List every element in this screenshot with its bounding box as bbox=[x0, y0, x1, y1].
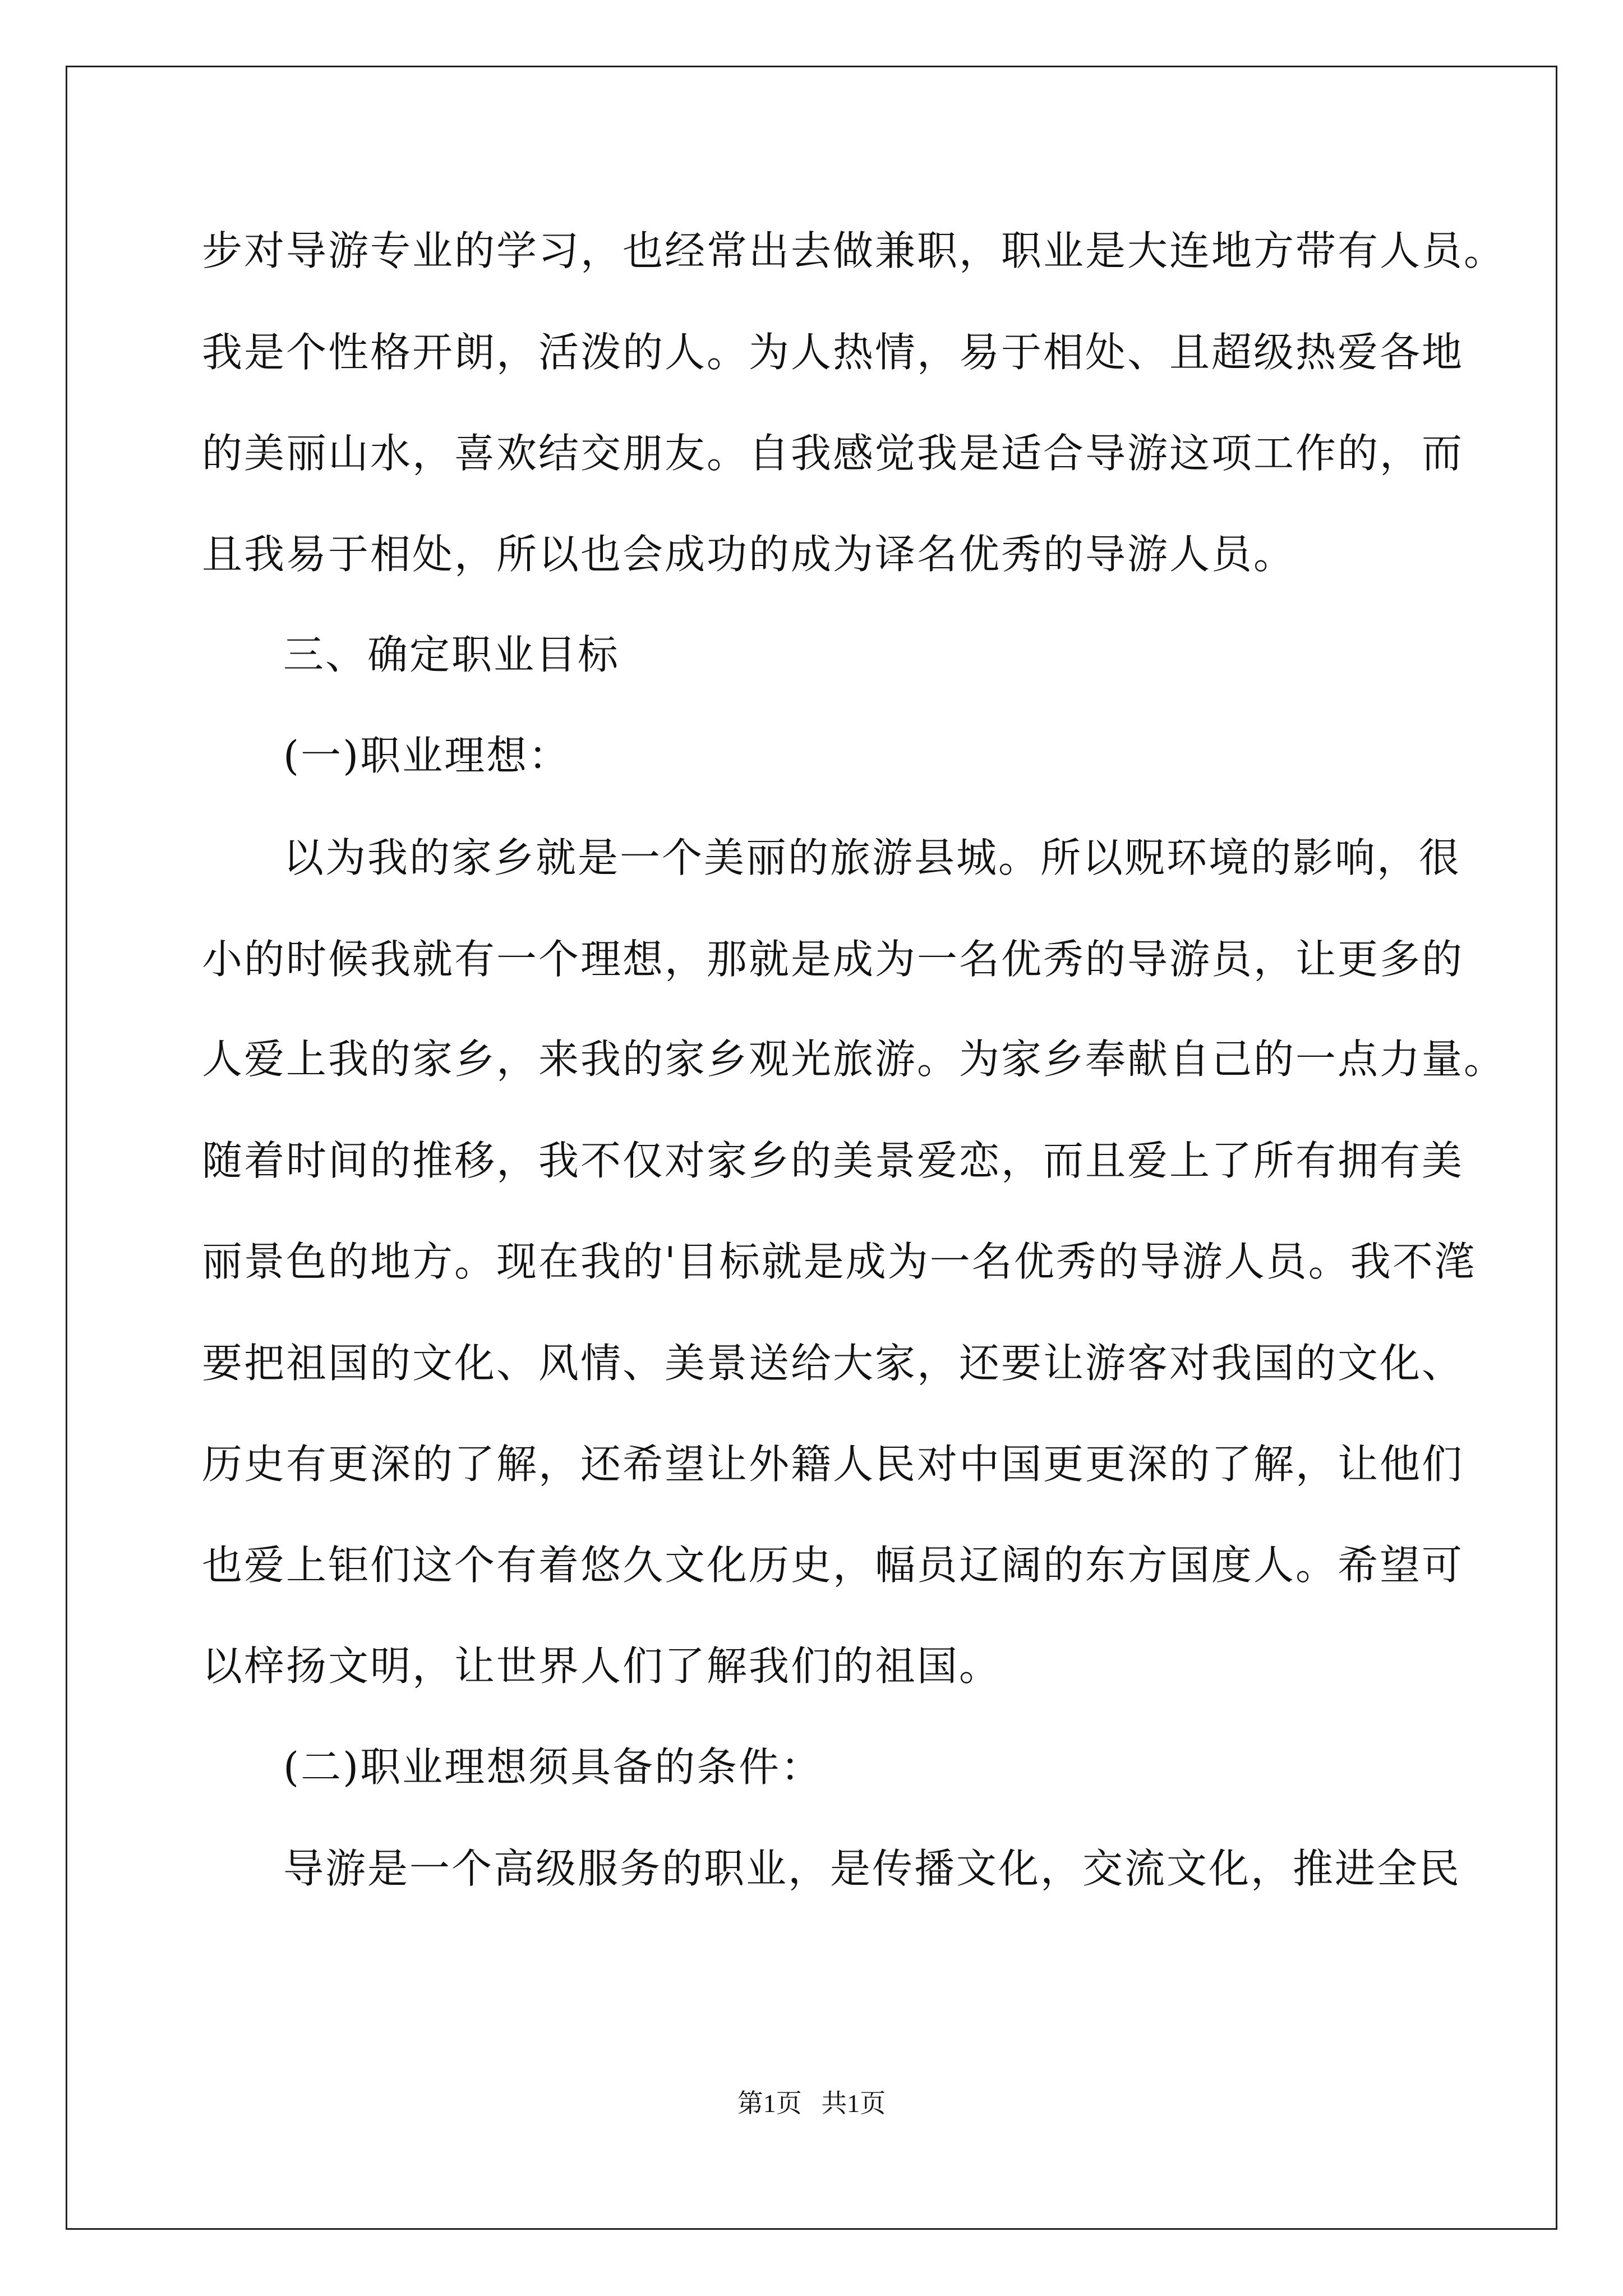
paragraph-line: 以梓扬文明，让世界人们了解我们的祖国。 bbox=[202, 1642, 1002, 1690]
paragraph-line: 历史有更深的了解，还希望让外籍人民对中国更更深的了解，让他们 bbox=[202, 1441, 1464, 1488]
paragraph-line: 以为我的家乡就是一个美丽的旅游县城。所以贶环境的影响，很 bbox=[283, 834, 1461, 881]
page-footer: 第1页 共1页 bbox=[737, 2089, 886, 2118]
paragraph-line: 我是个性格开朗，活泼的人。为人热情，易于相处、且超级热爱各地 bbox=[202, 329, 1464, 376]
paragraph-line: 且我易于相处，所以也会成功的成为译名优秀的导游人员。 bbox=[202, 531, 1296, 578]
paragraph-line: 人爱上我的家乡，来我的家乡观光旅游。为家乡奉献自己的一点力量。 bbox=[202, 1036, 1506, 1083]
paragraph-line: 的美丽山水，喜欢结交朋友。自我感觉我是适合导游这项工作的，而 bbox=[202, 430, 1464, 477]
paragraph-line: 要把祖国的文化、风情、美景送给大家，还要让游客对我国的文化、 bbox=[202, 1340, 1464, 1387]
subsection-heading: (二)职业理想须具备的条件： bbox=[283, 1743, 823, 1791]
paragraph-line: 随着时间的推移，我不仅对家乡的美景爱恋，而且爱上了所有拥有美 bbox=[202, 1137, 1464, 1184]
section-heading: 三、确定职业目标 bbox=[283, 631, 620, 678]
paragraph-line: 丽景色的地方。现在我的'目标就是成为一名优秀的导游人员。我不滗 bbox=[202, 1238, 1477, 1285]
paragraph-line: 步对导游专业的学习，也经常出去做兼职，职业是大连地方带有人员。 bbox=[202, 227, 1506, 274]
paragraph-line: 小的时候我就有一个理想，那就是成为一名优秀的导游员，让更多的 bbox=[202, 936, 1464, 983]
paragraph-line: 导游是一个高级服务的职业，是传播文化，交流文化，推进全民 bbox=[283, 1845, 1461, 1892]
paragraph-line: 也爱上钜们这个有着悠久文化历史，幅员辽阔的东方国度人。希望可 bbox=[202, 1542, 1464, 1589]
subsection-heading: (一)职业理想： bbox=[283, 732, 571, 779]
